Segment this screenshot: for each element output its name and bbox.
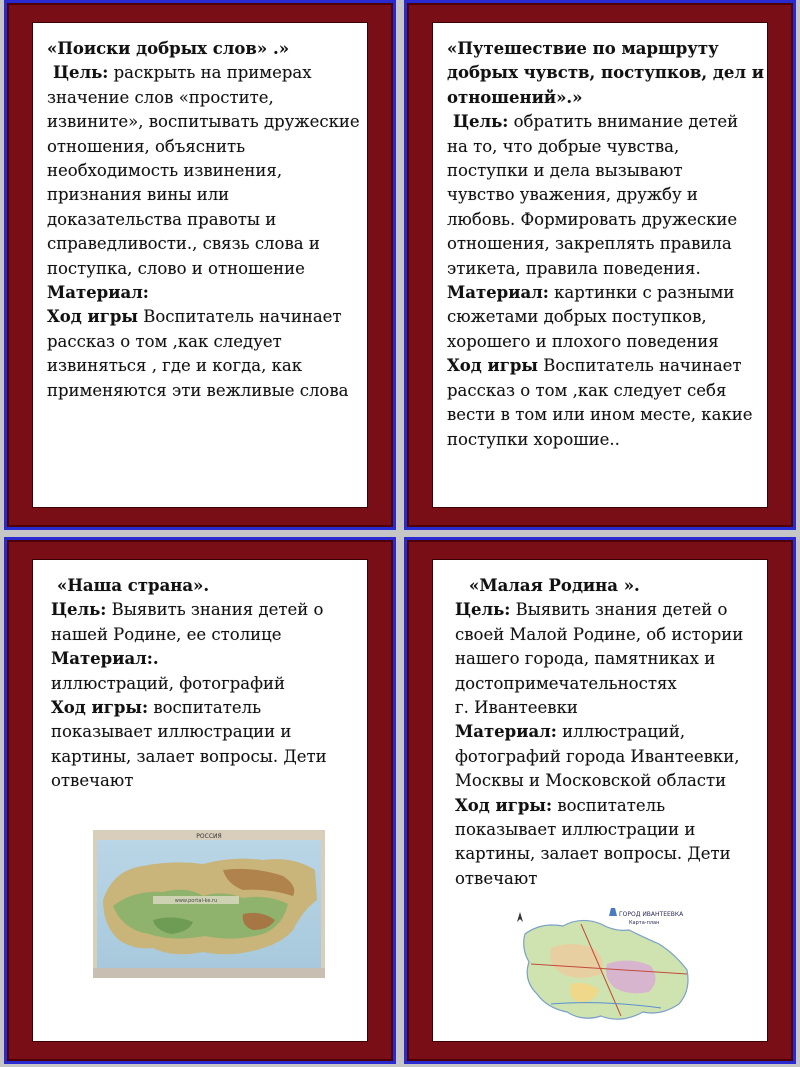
map-title: РОССИЯ [196,833,222,840]
material-line [47,281,360,305]
card-text [455,574,743,891]
game-line: картины, залает вопросы. Дети [455,844,731,864]
game-line: Ход игры Воспитатель начинает [47,307,342,327]
game-line: Ход игры Воспитатель начинает [447,356,742,376]
material-line: Материал: иллюстраций, [455,722,686,742]
goal-line: отношения, объяснить [47,136,246,156]
game-line: вести в том или ином месте, какие [447,405,753,425]
game-line: отвечают [51,771,134,791]
game-label: Ход игры: [455,795,553,815]
card-title: отношений».» [447,87,583,107]
card-puteshestvie [404,0,796,530]
card-nasha-strana [4,537,396,1064]
material-line: Материал: картинки с разными [447,283,735,303]
goal-line: отношения, закреплять правила [447,234,732,254]
game-line: отвечают [455,868,538,888]
goal-line: нашего города, памятниках и [455,649,716,669]
material-line: фотографий города Ивантеевки, [455,746,740,766]
map-watermark: www.portal-ke.ru [174,898,218,904]
card-text [51,574,327,794]
material-line [51,647,327,671]
map-title: ГОРОД ИВАНТЕЕВКА [619,911,684,918]
game-line: Ход игры: воспитатель [51,698,262,718]
material-line: иллюстраций, фотографий [51,673,286,693]
card-text [447,37,764,452]
material-line: Москвы и Московской области [455,771,727,791]
card-title: добрых чувств, поступков, дел и [447,63,764,83]
card-poiski [4,0,396,530]
game-label: Ход игры: [51,698,149,718]
goal-line: г. Ивантеевки [455,698,578,718]
game-label: Ход игры [447,356,538,376]
game-line: извиняться , где и когда, как [47,356,303,376]
material-line: хорошего и плохого поведения [447,331,719,351]
goal-line: значение слов «простите, [47,87,274,107]
goal-line: на то, что добрые чувства, [447,136,680,156]
card-title: «Наша страна». [57,576,210,595]
goal-line: этикета, правила поведения. [447,258,701,278]
card-text [47,37,360,403]
game-line: поступки хорошие.. [447,429,620,449]
goal-line: своей Малой Родине, об истории [455,624,744,644]
goal-line: достопримечательностях [455,673,677,693]
game-line: рассказ о том ,как следует [47,331,282,351]
russia-map-image [93,830,325,978]
card-title: «Поиски добрых слов» .» [47,39,290,58]
goal-label: Цель: [455,600,511,620]
goal-line: необходимость извинения, [47,161,283,181]
goal-line: поступка, слово и отношение [47,258,305,278]
goal-line: Цель: Выявить знания детей о [455,600,728,620]
goal-line: справедливости., связь слова и [47,234,320,254]
material-label: Материал:. [51,649,159,669]
goal-line: любовь. Формировать дружеские [447,209,738,229]
goal-line: чувство уважения, дружбу и [447,185,698,205]
game-line: показывает иллюстрации и [51,722,292,742]
game-label: Ход игры [47,307,138,327]
ivanteevka-map-image [511,904,703,1040]
map-subtitle: Карта-план [629,920,660,926]
game-line: Ход игры: воспитатель [455,795,666,815]
goal-label: Цель: [53,63,109,83]
goal-line: доказательства правоты и [47,209,277,229]
card-title: «Малая Родина ». [469,576,640,595]
game-line: картины, залает вопросы. Дети [51,746,327,766]
game-line: показывает иллюстрации и [455,820,696,840]
goal-line: Цель: раскрыть на примерах [53,63,312,83]
material-line: сюжетами добрых поступков, [447,307,707,327]
goal-line: Цель: обратить внимание детей [453,112,739,132]
goal-line: Цель: Выявить знания детей о [51,600,324,620]
game-line: рассказ о том ,как следует себя [447,380,727,400]
game-line: применяются эти вежливые слова [47,380,349,400]
goal-line: признания вины или [47,185,230,205]
goal-line: нашей Родине, ее столице [51,624,282,644]
goal-label: Цель: [453,112,509,132]
goal-line: извините», воспитывать дружеские [47,112,360,132]
goal-line: поступки и дела вызывают [447,161,683,181]
card-title: «Путешествие по маршруту [447,39,719,58]
card-malaya-rodina [404,537,796,1064]
material-label: Материал: [455,722,557,742]
material-label: Материал: [447,283,549,303]
material-label: Материал: [47,283,149,303]
goal-label: Цель: [51,600,107,620]
